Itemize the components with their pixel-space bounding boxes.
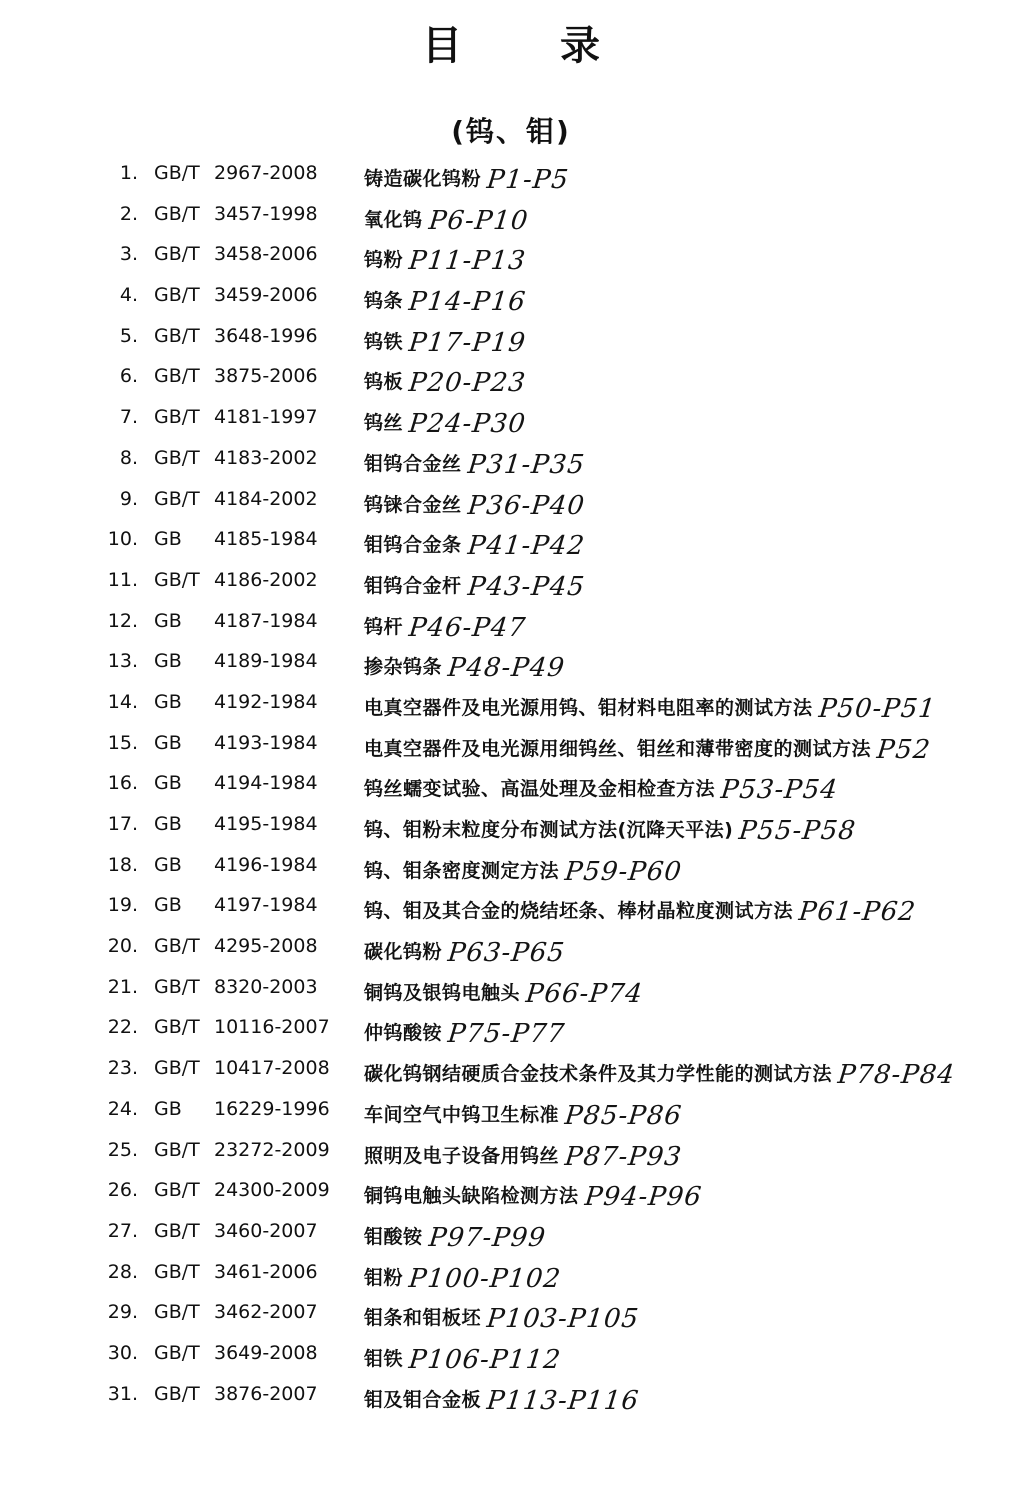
entry-standard-type: GB/T — [154, 1219, 200, 1242]
entry-standard-type: GB/T — [154, 365, 200, 388]
toc-entry — [0, 152, 1022, 193]
entry-number: 21. — [107, 975, 138, 998]
entry-page-range: P46-P47 — [407, 612, 528, 643]
entry-title: 钨杆 P46-P47 — [364, 612, 528, 643]
entry-title: 钨丝 P24-P30 — [364, 409, 528, 440]
entry-title: 钨粉 P11-P13 — [364, 246, 528, 277]
entry-standard-code: 4194-1984 — [214, 772, 318, 795]
entry-title: 钨铼合金丝 P36-P40 — [364, 490, 587, 521]
entry-standard-type: GB/T — [154, 1179, 200, 1202]
entry-number: 18. — [107, 853, 138, 876]
toc-entry — [0, 518, 1022, 562]
entry-title: 钼钨合金丝 P31-P35 — [364, 449, 587, 480]
entry-standard-type: GB/T — [154, 1260, 200, 1283]
toc-entry — [0, 396, 1022, 440]
toc-list — [0, 152, 1022, 1416]
entry-number: 1. — [119, 162, 138, 184]
entry-standard-type: GB — [154, 650, 182, 673]
entry-title: 铜钨电触头缺陷检测方法 P94-P96 — [364, 1182, 704, 1213]
entry-page-range: P36-P40 — [465, 490, 587, 521]
entry-number: 26. — [107, 1179, 138, 1202]
toc-entry — [0, 1169, 1022, 1213]
entry-number: 27. — [107, 1219, 138, 1242]
entry-title: 钨、钼及其合金的烧结坯条、棒材晶粒度测试方法 P61-P62 — [364, 897, 918, 928]
entry-page-range: P85-P86 — [563, 1100, 684, 1131]
entry-title: 照明及电子设备用钨丝 P87-P93 — [364, 1141, 684, 1172]
entry-standard-code: 3649-2008 — [214, 1341, 318, 1364]
entry-standard-code: 3875-2006 — [214, 365, 318, 388]
entry-page-range: P61-P62 — [797, 897, 918, 928]
entry-standard-type: GB/T — [154, 202, 200, 225]
entry-standard-code: 3462-2007 — [214, 1301, 318, 1324]
entry-number: 22. — [107, 1016, 138, 1039]
entry-standard-code: 4192-1984 — [214, 690, 318, 713]
entry-number: 4. — [119, 284, 138, 307]
entry-standard-code: 3648-1996 — [214, 324, 318, 347]
entry-page-range: P66-P74 — [524, 978, 645, 1009]
toc-entry — [0, 722, 1022, 763]
entry-standard-code: 3461-2006 — [214, 1260, 318, 1283]
entry-standard-code: 3460-2007 — [214, 1219, 318, 1242]
entry-page-range: P1-P5 — [485, 165, 571, 195]
entry-standard-code: 4295-2008 — [214, 935, 318, 958]
entry-standard-type: GB — [154, 609, 182, 632]
entry-standard-type: GB/T — [154, 284, 200, 307]
toc-entry — [0, 762, 1022, 806]
entry-standard-code: 4183-2002 — [214, 446, 318, 469]
entry-standard-code: 4186-2002 — [214, 568, 318, 591]
entry-standard-code: 4193-1984 — [214, 731, 318, 754]
entry-number: 30. — [107, 1341, 138, 1364]
entry-number: 6. — [119, 365, 138, 388]
entry-number: 25. — [107, 1138, 138, 1161]
toc-entry — [0, 315, 1022, 356]
entry-page-range: P52 — [875, 734, 933, 765]
toc-entry — [0, 681, 1022, 722]
entry-standard-type: GB/T — [154, 162, 200, 184]
entry-title: 电真空器件及电光源用钨、钼材料电阻率的测试方法 P50-P51 — [364, 693, 938, 724]
entry-number: 16. — [107, 772, 138, 795]
entry-standard-code: 4195-1984 — [214, 813, 318, 835]
entry-number: 15. — [107, 731, 138, 754]
entry-title: 铜钨及银钨电触头 P66-P74 — [364, 978, 645, 1009]
entry-title: 钨铁 P17-P19 — [364, 327, 528, 358]
entry-title: 钼钨合金条 P41-P42 — [364, 531, 587, 562]
toc-entry — [0, 193, 1022, 234]
toc-entry — [0, 884, 1022, 928]
entry-standard-code: 4187-1984 — [214, 609, 318, 632]
entry-number: 29. — [107, 1301, 138, 1324]
entry-standard-code: 2967-2008 — [214, 162, 318, 184]
entry-standard-code: 3458-2006 — [214, 243, 318, 266]
section-title: (钨、钼) — [451, 115, 571, 148]
entry-number: 7. — [119, 406, 138, 429]
entry-standard-type: GB — [154, 853, 182, 876]
entry-standard-type: GB — [154, 1097, 182, 1120]
entry-title: 钼钨合金杆 P43-P45 — [364, 571, 587, 602]
entry-standard-type: GB/T — [154, 324, 200, 347]
entry-number: 12. — [107, 609, 138, 632]
entry-page-range: P14-P16 — [407, 287, 528, 318]
entry-standard-type: GB — [154, 894, 182, 917]
entry-page-range: P106-P112 — [407, 1344, 563, 1375]
page-title: 目 录 — [422, 22, 642, 69]
entry-number: 31. — [107, 1382, 138, 1405]
entry-standard-code: 4181-1997 — [214, 406, 318, 429]
entry-title: 钼条和钼板坯 P103-P105 — [364, 1304, 641, 1335]
entry-page-range: P43-P45 — [465, 571, 587, 602]
entry-standard-type: GB — [154, 731, 182, 754]
entry-standard-type: GB/T — [154, 975, 200, 998]
entry-page-range: P31-P35 — [465, 449, 587, 480]
entry-page-range: P6-P10 — [426, 205, 530, 236]
entry-page-range: P50-P51 — [816, 693, 938, 724]
entry-title: 掺杂钨条 P48-P49 — [364, 653, 567, 684]
entry-page-range: P17-P19 — [407, 327, 528, 358]
entry-standard-code: 4185-1984 — [214, 528, 318, 551]
entry-number: 8. — [119, 446, 138, 469]
entry-title: 钨板 P20-P23 — [364, 368, 528, 399]
entry-standard-code: 24300-2009 — [214, 1179, 330, 1202]
entry-standard-code: 3876-2007 — [214, 1382, 318, 1405]
entry-number: 10. — [107, 528, 138, 551]
entry-standard-code: 16229-1996 — [214, 1097, 330, 1120]
toc-entry — [0, 559, 1022, 600]
entry-standard-type: GB/T — [154, 568, 200, 591]
entry-standard-code: 8320-2003 — [214, 975, 318, 998]
entry-title: 钨、钼粉末粒度分布测试方法(沉降天平法) P55-P58 — [364, 816, 858, 846]
entry-standard-type: GB — [154, 528, 182, 551]
entry-page-range: P103-P105 — [485, 1304, 641, 1335]
entry-number: 23. — [107, 1057, 138, 1080]
toc-entry — [0, 1373, 1022, 1414]
entry-standard-type: GB/T — [154, 1301, 200, 1324]
entry-title: 钼酸铵 P97-P99 — [364, 1222, 548, 1253]
entry-page-range: P78-P84 — [836, 1060, 957, 1091]
entry-page-range: P48-P49 — [446, 653, 567, 684]
entry-standard-type: GB/T — [154, 487, 200, 510]
entry-title: 钨丝蠕变试验、高温处理及金相检查方法 P53-P54 — [364, 775, 840, 806]
entry-standard-code: 4196-1984 — [214, 853, 318, 876]
entry-title: 车间空气中钨卫生标准 P85-P86 — [364, 1100, 684, 1131]
toc-entry — [0, 1210, 1022, 1251]
toc-entry — [0, 1047, 1022, 1091]
entry-title: 碳化钨粉 P63-P65 — [364, 938, 567, 969]
toc-entry — [0, 1006, 1022, 1050]
toc-entry — [0, 233, 1022, 277]
entry-number: 19. — [107, 894, 138, 917]
entry-page-range: P20-P23 — [407, 368, 528, 399]
entry-number: 24. — [107, 1097, 138, 1120]
entry-page-range: P100-P102 — [407, 1263, 563, 1294]
toc-entry — [0, 966, 1022, 1007]
entry-number: 11. — [107, 568, 138, 591]
toc-entry — [0, 803, 1022, 844]
entry-standard-type: GB/T — [154, 1057, 200, 1080]
entry-title: 铸造碳化钨粉 P1-P5 — [364, 165, 571, 195]
entry-standard-type: GB/T — [154, 1138, 200, 1161]
entry-standard-type: GB/T — [154, 446, 200, 469]
toc-entry — [0, 600, 1022, 641]
toc-entry — [0, 640, 1022, 684]
entry-standard-type: GB — [154, 813, 182, 835]
entry-title: 钨、钼条密度测定方法 P59-P60 — [364, 856, 684, 887]
entry-standard-code: 10417-2008 — [214, 1057, 330, 1080]
entry-page-range: P41-P42 — [465, 531, 587, 562]
toc-entry — [0, 1088, 1022, 1129]
entry-standard-code: 4189-1984 — [214, 650, 318, 673]
entry-standard-type: GB/T — [154, 406, 200, 429]
entry-title: 氧化钨 P6-P10 — [364, 205, 530, 236]
entry-page-range: P24-P30 — [407, 409, 528, 440]
toc-entry — [0, 1291, 1022, 1335]
entry-standard-code: 23272-2009 — [214, 1138, 330, 1161]
entry-page-range: P59-P60 — [563, 856, 684, 887]
entry-page-range: P94-P96 — [582, 1182, 704, 1213]
entry-title: 钼铁 P106-P112 — [364, 1344, 563, 1375]
entry-number: 2. — [119, 202, 138, 225]
entry-title: 钨条 P14-P16 — [364, 287, 528, 318]
toc-entry — [0, 437, 1022, 478]
toc-entry — [0, 1251, 1022, 1292]
entry-title: 钼及钼合金板 P113-P116 — [364, 1385, 641, 1416]
entry-number: 9. — [119, 487, 138, 510]
entry-standard-type: GB/T — [154, 243, 200, 266]
entry-standard-code: 3457-1998 — [214, 202, 318, 225]
entry-number: 13. — [107, 650, 138, 673]
entry-page-range: P113-P116 — [485, 1385, 641, 1416]
entry-page-range: P75-P77 — [446, 1019, 567, 1050]
entry-standard-code: 3459-2006 — [214, 284, 318, 307]
toc-entry — [0, 478, 1022, 519]
entry-number: 3. — [119, 243, 138, 266]
entry-number: 28. — [107, 1260, 138, 1283]
toc-entry — [0, 1129, 1022, 1170]
entry-number: 14. — [107, 690, 138, 713]
entry-page-range: P87-P93 — [563, 1141, 684, 1172]
entry-page-range: P63-P65 — [446, 938, 567, 969]
entry-page-range: P55-P58 — [737, 816, 858, 846]
entry-standard-type: GB/T — [154, 1341, 200, 1364]
toc-entry — [0, 274, 1022, 318]
entry-standard-type: GB/T — [154, 935, 200, 958]
entry-title: 仲钨酸铵 P75-P77 — [364, 1019, 567, 1050]
entry-page-range: P97-P99 — [426, 1222, 548, 1253]
entry-title: 碳化钨钢结硬质合金技术条件及其力学性能的测试方法 P78-P84 — [364, 1060, 957, 1091]
entry-number: 5. — [119, 324, 138, 347]
entry-title: 电真空器件及电光源用细钨丝、钼丝和薄带密度的测试方法 P52 — [364, 734, 933, 765]
entry-page-range: P11-P13 — [407, 246, 528, 277]
entry-page-range: P53-P54 — [719, 775, 840, 806]
entry-standard-type: GB — [154, 690, 182, 713]
entry-standard-type: GB/T — [154, 1016, 200, 1039]
entry-title: 钼粉 P100-P102 — [364, 1263, 563, 1294]
entry-standard-code: 4184-2002 — [214, 487, 318, 510]
entry-standard-type: GB — [154, 772, 182, 795]
toc-entry — [0, 925, 1022, 969]
toc-entry — [0, 1332, 1022, 1373]
entry-number: 17. — [107, 813, 138, 835]
toc-entry — [0, 844, 1022, 885]
entry-standard-type: GB/T — [154, 1382, 200, 1405]
entry-standard-code: 4197-1984 — [214, 894, 318, 917]
entry-number: 20. — [107, 935, 138, 958]
entry-standard-code: 10116-2007 — [214, 1016, 330, 1039]
toc-entry — [0, 355, 1022, 399]
